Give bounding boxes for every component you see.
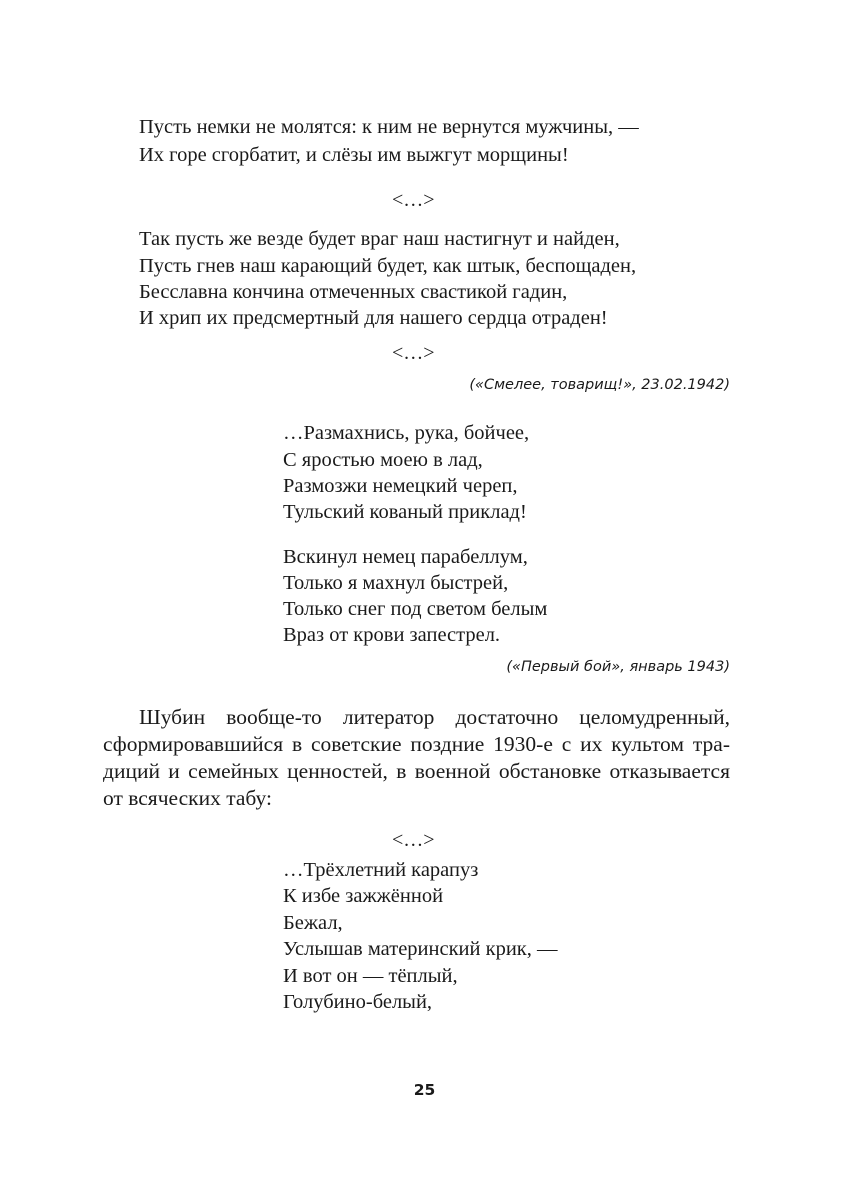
source-citation: («Смелее, товарищ!», 23.02.1942): [469, 377, 730, 393]
verse-line: И хрип их предсмертный для нашего сердца отраден!: [139, 307, 608, 329]
verse-line: Враз от крови запестрел.: [283, 624, 501, 646]
verse-line: Их горе сгорбатит, и слёзы им выжгут морщины!: [139, 144, 569, 166]
verse-line: С яростью моею в лад,: [283, 449, 483, 471]
verse-line: Вскинул немец парабеллум,: [283, 546, 528, 568]
ellipsis-separator: <…>: [392, 189, 435, 211]
verse-line: Услышав материнский крик, —: [283, 938, 558, 960]
prose-paragraph: [103, 704, 730, 812]
page-number: 25: [413, 1081, 436, 1099]
verse-line: Голубино-белый,: [283, 991, 433, 1013]
prose-line: диций и семейных ценностей, в военной обстановке отказывается: [103, 759, 730, 783]
ellipsis-separator: <…>: [392, 342, 435, 364]
prose-line: Шубин вообще-то литератор достаточно целомудренный,: [139, 705, 730, 729]
verse-line: Пусть немки не молятся: к ним не вернутся мужчины, —: [139, 116, 639, 138]
verse-line: Только я махнул быстрей,: [283, 572, 509, 594]
source-citation: («Первый бой», январь 1943): [506, 659, 730, 675]
verse-line: …Размахнись, рука, бойчее,: [283, 422, 530, 444]
verse-line: Бесславна кончина отмеченных свастикой гадин,: [139, 281, 568, 303]
verse-line: …Трёхлетний карапуз: [283, 859, 479, 881]
verse-line: Тульский кованый приклад!: [283, 501, 527, 523]
verse-line: Размозжи немецкий череп,: [283, 475, 518, 497]
verse-line: Так пусть же везде будет враг наш настигнут и найден,: [139, 228, 620, 250]
prose-line: от всяческих табу:: [103, 786, 272, 810]
verse-line: Пусть гнев наш карающий будет, как штык, беспощаден,: [139, 255, 637, 277]
ellipsis-separator: <…>: [392, 829, 435, 851]
verse-line: Бежал,: [283, 912, 343, 934]
verse-line: К избе зажжённой: [283, 885, 444, 907]
verse-line: Только снег под светом белым: [283, 598, 548, 620]
verse-line: И вот он — тёплый,: [283, 965, 458, 987]
prose-line: сформировавшийся в советские поздние 1930-е с их культом тра-: [103, 732, 730, 756]
